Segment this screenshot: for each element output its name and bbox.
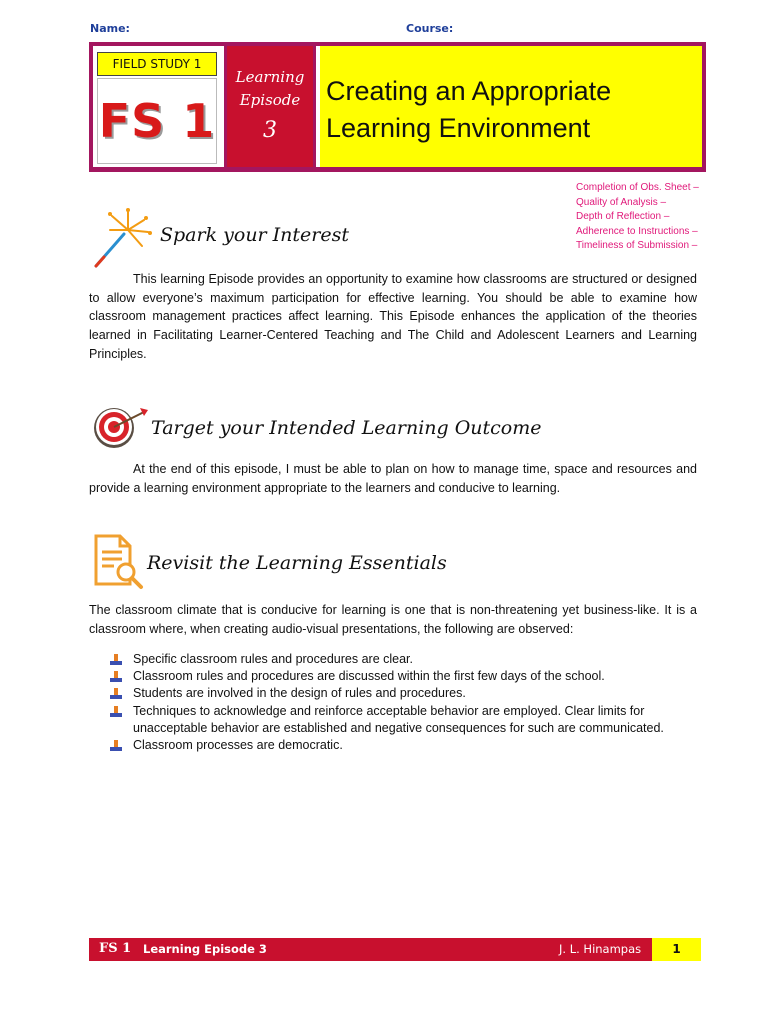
footer-bar <box>89 938 652 961</box>
episode-number: 3 <box>263 118 277 143</box>
revisit-bullets <box>106 651 706 754</box>
header-banner <box>89 42 706 172</box>
spark-paragraph <box>89 270 697 364</box>
revisit-intro: The classroom climate that is conducive for learning is one that is non-threatening yet business-like. It is a classroom where, when creating audio-visual presentations, the following are observed: <box>89 603 697 636</box>
title-line2: Learning Environment <box>326 113 591 143</box>
bullet-icon <box>110 654 122 666</box>
bullet-icon <box>110 706 122 718</box>
spark-title: Spark your Interest <box>160 224 350 246</box>
episode-box <box>224 46 316 167</box>
fs-logo-text: FS 1 <box>98 94 216 148</box>
course-label: Course: <box>406 22 454 35</box>
target-title: Target your Intended Learning Outcome <box>151 417 542 439</box>
header-labels <box>90 22 690 40</box>
list-item <box>106 737 706 754</box>
bullet-text: Techniques to acknowledge and reinforce acceptable behavior are employed. Clear limits for unacceptable behavior are established and negative consequences for such are communicated. <box>133 703 664 735</box>
bullet-icon <box>110 671 122 683</box>
sparkler-icon <box>90 206 152 270</box>
rubric-item: Depth of Reflection – <box>576 211 670 223</box>
page-title <box>326 73 611 147</box>
episode-line2: Episode <box>239 91 301 109</box>
title-line1: Creating an Appropriate <box>326 76 612 106</box>
list-item <box>106 685 706 702</box>
field-study-badge: FIELD STUDY 1 <box>97 52 217 76</box>
bullet-text: Classroom rules and procedures are discussed within the first few days of the school. <box>133 669 605 684</box>
footer-fs: FS 1 <box>99 941 132 956</box>
spark-body: This learning Episode provides an opportunity to examine how classrooms are structured or designed to allow everyone’s maximum participation for effective learning. You should be able to examine how classroom management practices affect learning. This Episode enhances the application of the theories learned in Facilitating Learner-Centered Teaching and The Child and Adolescent Learners and Learning Principles. <box>89 272 697 361</box>
header-inner <box>93 46 702 167</box>
footer-episode: Learning Episode 3 <box>143 942 267 956</box>
list-item <box>106 668 706 685</box>
bullet-text: Specific classroom rules and procedures are clear. <box>133 652 413 666</box>
rubric-list <box>576 181 699 254</box>
title-box <box>320 46 702 167</box>
page-number: 1 <box>652 938 701 961</box>
bullet-icon <box>110 688 122 700</box>
bullet-text: Students are involved in the design of rules and procedures. <box>133 686 466 701</box>
rubric-item: Timeliness of Submission – <box>576 240 698 252</box>
document-search-icon <box>92 534 144 590</box>
page-footer <box>89 938 701 961</box>
rubric-item: Completion of Obs. Sheet – <box>576 182 699 193</box>
bullet-text: Classroom processes are democratic. <box>133 738 343 753</box>
rubric-item: Quality of Analysis – <box>576 196 667 208</box>
list-item <box>106 651 706 668</box>
bullet-icon <box>110 740 122 752</box>
name-label: Name: <box>90 22 130 35</box>
revisit-title: Revisit the Learning Essentials <box>147 552 447 574</box>
target-icon <box>92 402 148 452</box>
list-item <box>106 703 706 737</box>
rubric-item: Adherence to Instructions – <box>576 225 698 237</box>
target-body: At the end of this episode, I must be able to plan on how to manage time, space and resources and provide a learning environment appropriate to the learners and conducive to learning. <box>89 462 697 495</box>
footer-author: J. L. Hinampas <box>559 942 642 956</box>
fs-logo <box>97 78 217 164</box>
episode-line1: Learning <box>235 68 305 86</box>
target-paragraph <box>89 460 697 497</box>
